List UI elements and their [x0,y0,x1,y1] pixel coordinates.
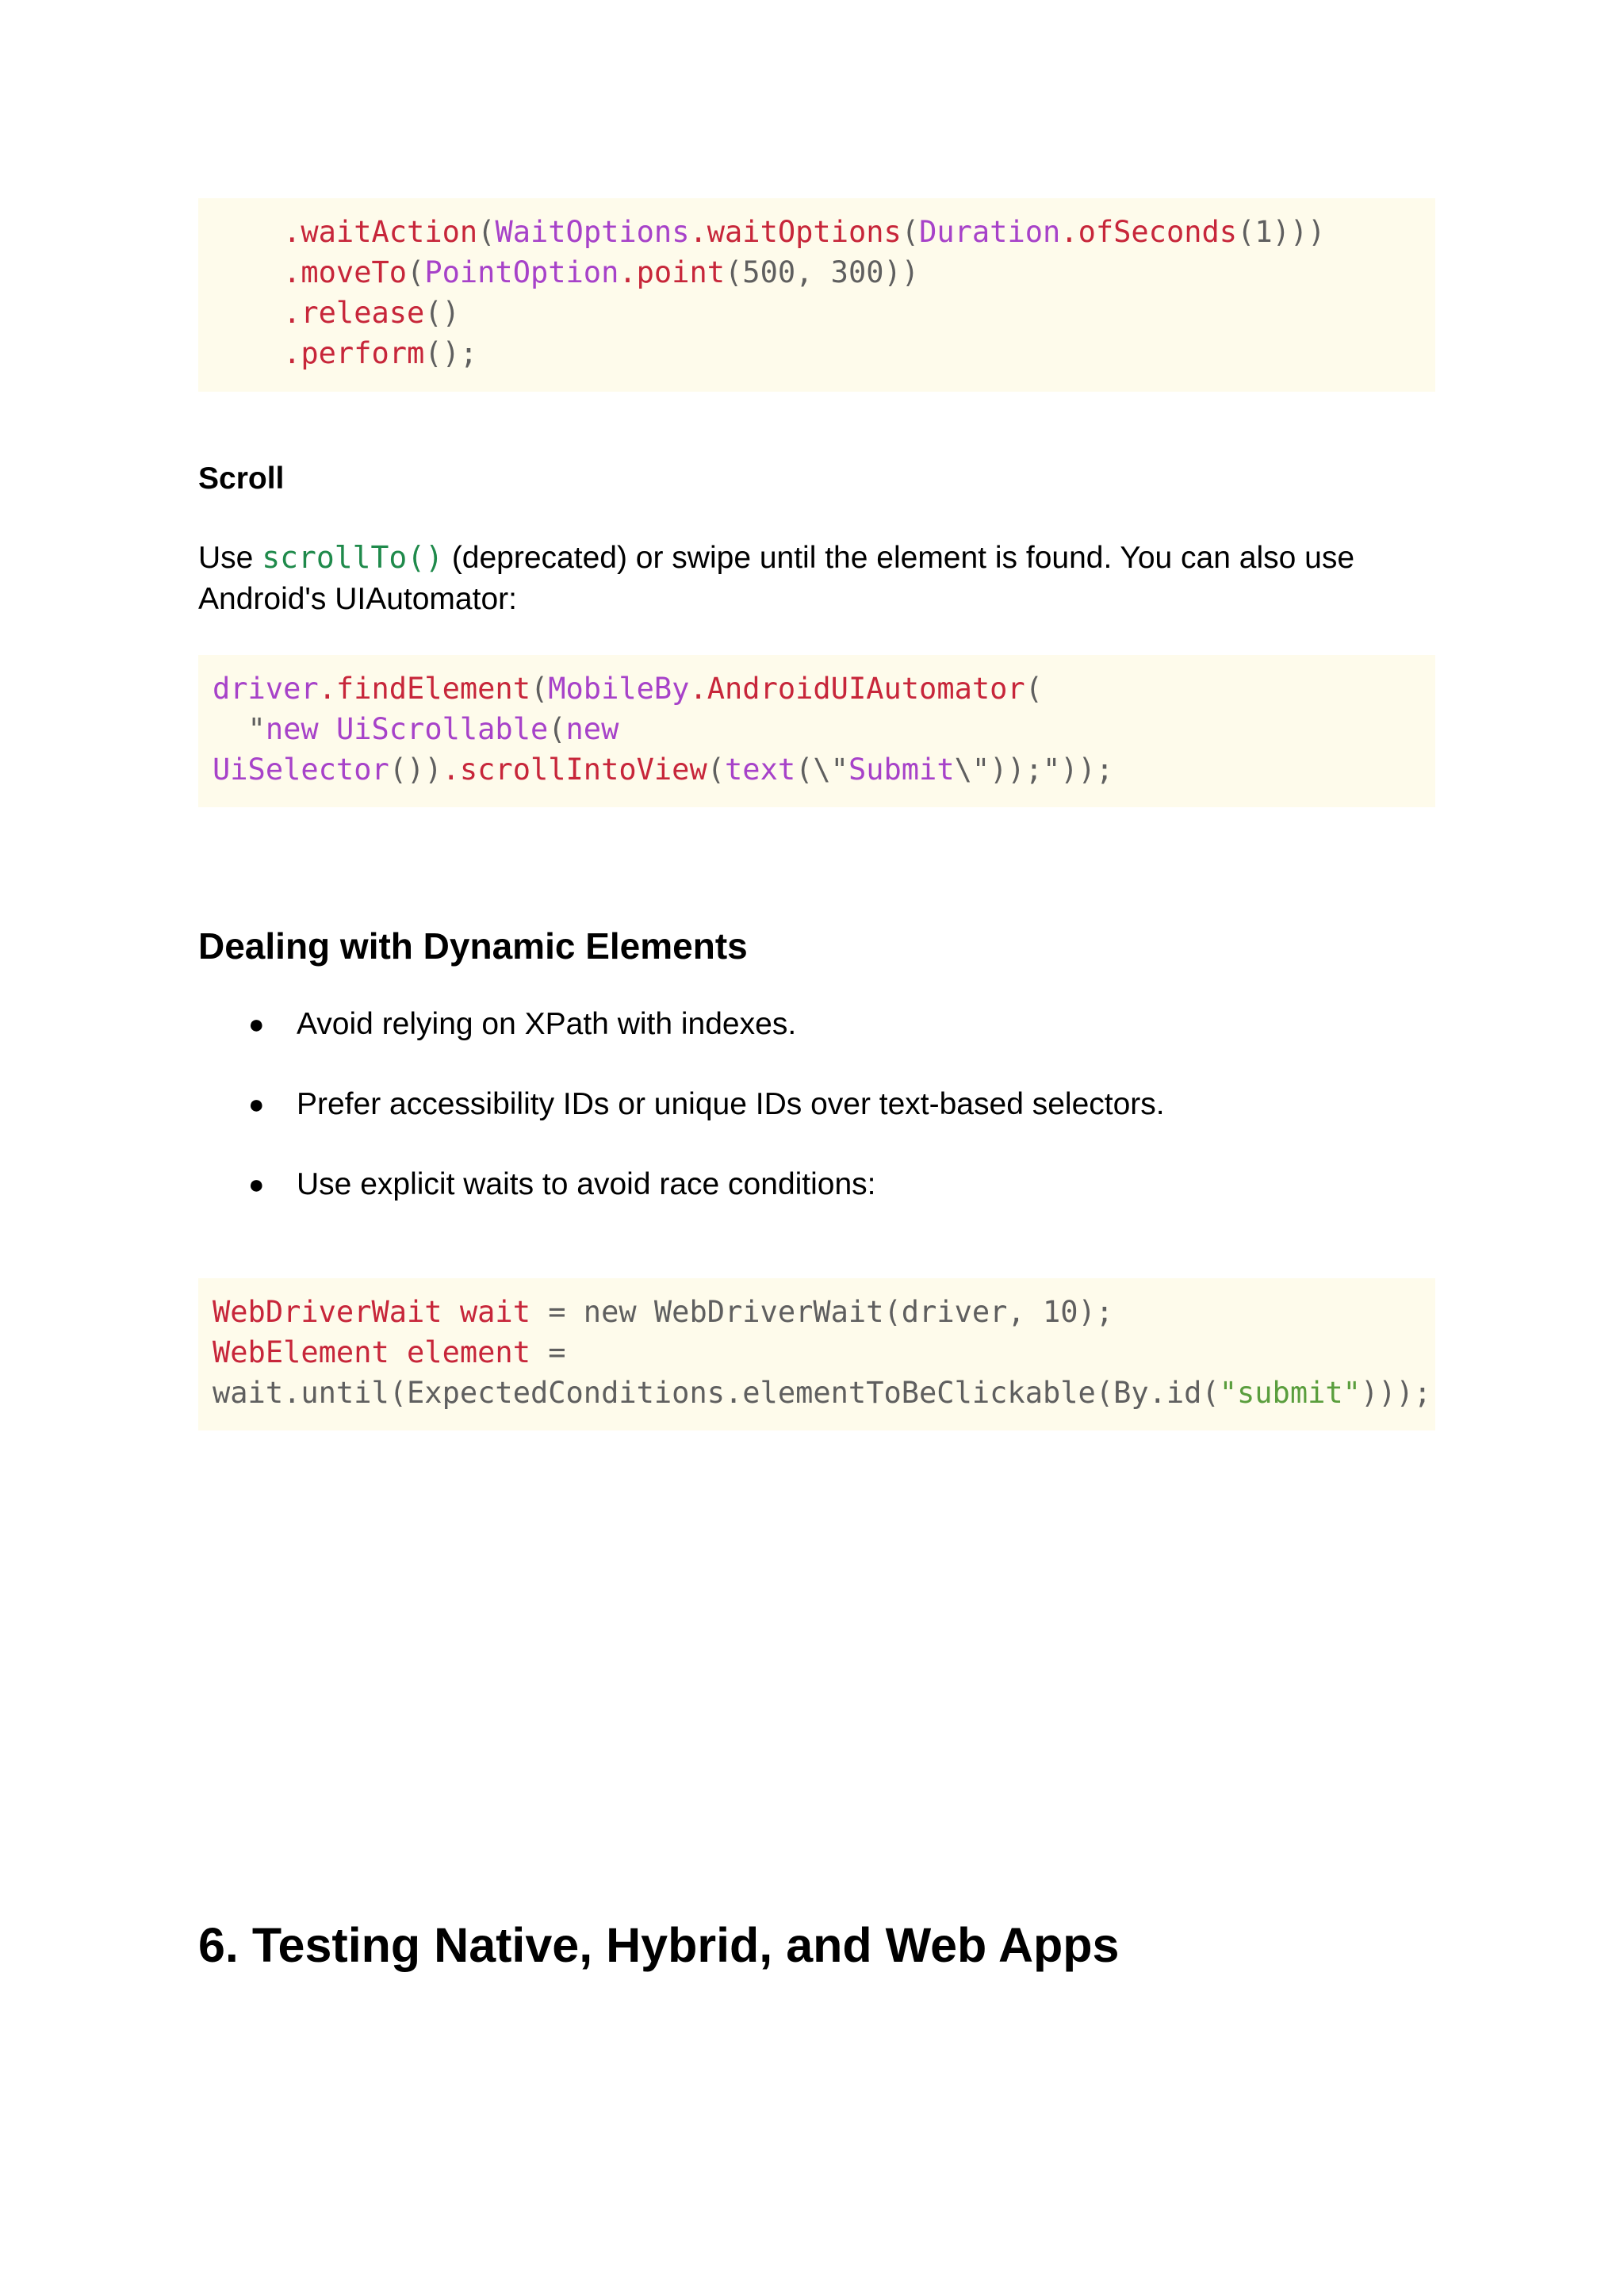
code-token: .release [283,296,425,330]
code-token: .point [619,255,726,289]
code-token: new [565,712,619,746]
code-token: ( [477,215,496,249]
bullet-icon: ● [248,1170,265,1200]
dynamic-elements-list [198,1004,1165,1244]
code-token: text [725,753,796,787]
code-token: ( [407,255,425,289]
code-block-uiautomator [198,655,1435,807]
code-line [213,212,1421,252]
scroll-paragraph-prefix: Use [198,541,262,575]
code-token: new [265,712,336,746]
code-line [213,749,1421,790]
code-line [213,1292,1421,1332]
code-token: WebElement element [213,1335,530,1369]
code-token: driver [213,672,319,706]
code-token: = [530,1335,566,1369]
code-token [213,296,283,330]
code-token: ( [1025,672,1043,706]
list-item-text: Prefer accessibility IDs or unique IDs over text-based selectors. [297,1087,1165,1121]
code-token: .moveTo [283,255,408,289]
scroll-paragraph [198,537,1435,620]
code-token: ( [707,753,726,787]
code-line [213,1373,1432,1413]
code-token: (1))) [1237,215,1326,249]
dynamic-elements-heading: Dealing with Dynamic Elements [198,925,748,967]
code-token: wait.until(ExpectedConditions.elementToBeClickable(By.id( [213,1376,1220,1410]
scroll-heading: Scroll [198,461,285,496]
code-line [213,709,1421,749]
code-token: Submit [848,753,955,787]
code-token: .findElement [318,672,530,706]
code-token: MobileBy [548,672,690,706]
list-item-text: Use explicit waits to avoid race conditions: [297,1167,876,1201]
code-line [213,668,1421,709]
code-token: " [213,712,266,746]
code-token: WebDriverWait wait [213,1295,530,1329]
code-token: UiSelector [213,753,389,787]
code-token [213,215,283,249]
code-token: = new WebDriverWait(driver, 10); [530,1295,1114,1329]
code-token: \"));")); [954,753,1114,787]
code-token [213,336,283,370]
code-token: PointOption [424,255,619,289]
code-line [213,252,1421,293]
code-token: ( [548,712,566,746]
list-item [198,1084,1165,1164]
code-token: (500, 300)) [725,255,920,289]
scroll-paragraph-suffix: (deprecated) or swipe until the element is found. You can also use Android's UIAutomator: [198,541,1355,616]
code-token: ( [901,215,920,249]
list-item-text: Avoid relying on XPath with indexes. [297,1007,797,1041]
code-token: ))); [1360,1376,1432,1410]
code-line [213,293,1421,333]
code-token: (\" [795,753,848,787]
section-6-heading: 6. Testing Native, Hybrid, and Web Apps [198,1918,1120,1972]
code-token: .perform [283,336,425,370]
code-token: .ofSeconds [1060,215,1238,249]
code-token: .waitAction [283,215,478,249]
code-token: (); [424,336,478,370]
code-line [213,333,1421,373]
list-item [198,1004,1165,1084]
code-line [213,1332,1421,1373]
code-token: UiScrollable [335,712,549,746]
bullet-icon: ● [248,1090,265,1120]
code-token: ( [530,672,549,706]
code-token: WaitOptions [495,215,690,249]
bullet-icon: ● [248,1009,265,1040]
list-item [198,1164,1165,1244]
code-block-touch-action [198,198,1435,392]
code-token: ()) [389,753,442,787]
code-token: "submit" [1219,1376,1361,1410]
code-block-explicit-wait [198,1278,1435,1430]
code-token: .scrollIntoView [442,753,707,787]
code-token: Duration [919,215,1061,249]
code-token [213,255,283,289]
code-token: .AndroidUIAutomator [689,672,1025,706]
code-token: () [424,296,460,330]
scroll-to-inline-code: scrollTo() [262,540,443,575]
code-token: .waitOptions [689,215,902,249]
